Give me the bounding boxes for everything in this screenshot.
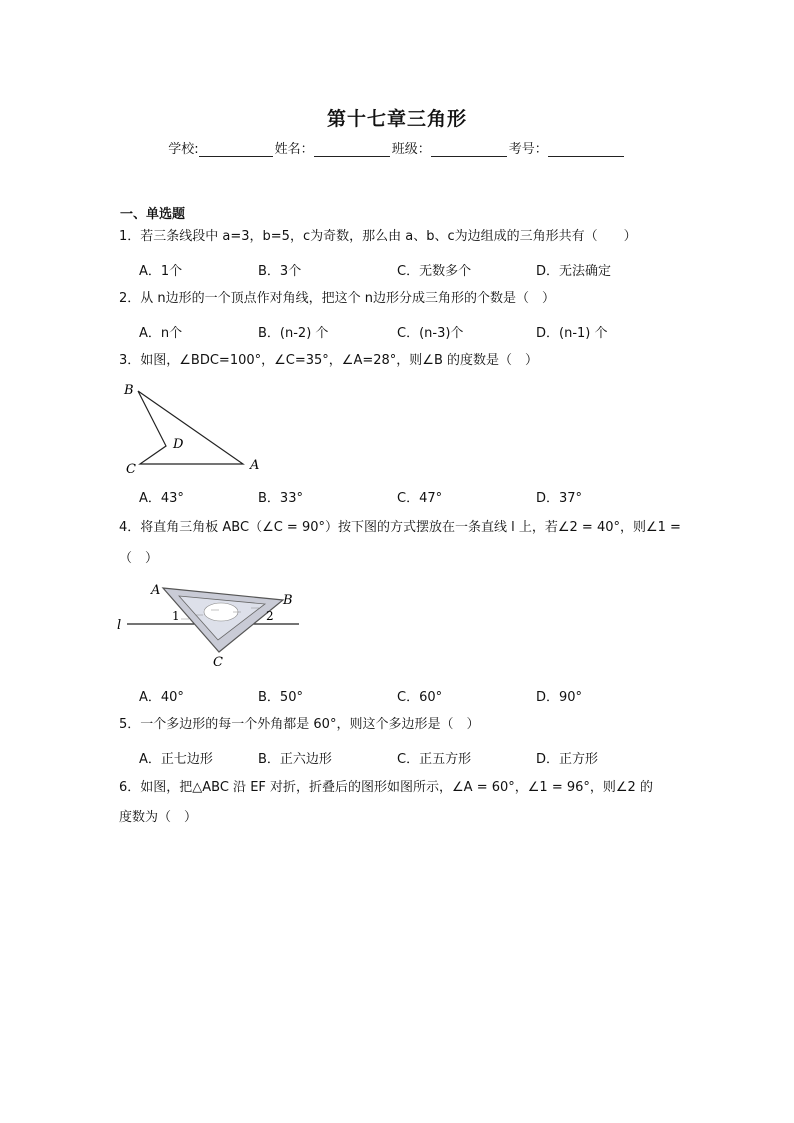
exam-number-blank[interactable] (548, 141, 624, 157)
school-field (168, 138, 274, 157)
ruler-hole (204, 603, 238, 621)
question-1-option-a[interactable]: A．1个 (139, 264, 183, 279)
question-3-figure (118, 378, 268, 478)
question-1-option-d[interactable]: D．无法确定 (536, 264, 612, 279)
label-l: l (117, 618, 122, 633)
question-4-option-c[interactable]: C．60° (397, 690, 443, 705)
exam-number-field (509, 138, 626, 157)
question-4-figure (115, 580, 305, 672)
question-2-option-d[interactable]: D．(n-1) 个 (536, 326, 608, 341)
question-5-stem: 5．一个多边形的每一个外角都是 60°，则这个多边形是（ ） (119, 717, 480, 732)
page-title: 第十七章三角形 (326, 108, 467, 130)
student-info-line (0, 138, 794, 157)
label-A: A (250, 458, 260, 473)
question-3-option-d[interactable]: D．37° (536, 491, 583, 506)
label-C: C (126, 462, 136, 477)
label-B: B (283, 593, 293, 608)
exam-number-label: 考号： (508, 142, 548, 157)
question-4-option-b[interactable]: B．50° (258, 690, 303, 705)
concave-quadrilateral-abdc (138, 391, 243, 464)
question-1-option-c[interactable]: C．无数多个 (397, 264, 472, 279)
angle-1-label: 1 (172, 609, 180, 623)
question-5-option-a[interactable]: A．正七边形 (139, 752, 213, 767)
angle-2-label: 2 (266, 609, 274, 623)
question-3-option-c[interactable]: C．47° (397, 491, 443, 506)
question-5-option-b[interactable]: B．正六边形 (258, 752, 332, 767)
question-3-option-a[interactable]: A．43° (139, 491, 184, 506)
question-2-option-a[interactable]: A．n个 (139, 326, 183, 341)
question-5-option-c[interactable]: C．正五方形 (397, 752, 472, 767)
name-field (275, 138, 392, 157)
name-blank[interactable] (314, 141, 390, 157)
label-D: D (173, 437, 184, 452)
question-1-option-b[interactable]: B．3个 (258, 264, 302, 279)
question-2-option-b[interactable]: B．(n-2) 个 (258, 326, 329, 341)
question-5-option-d[interactable]: D．正方形 (536, 752, 599, 767)
name-label: 姓名： (274, 142, 314, 157)
question-4-stem-line2: （ ） (119, 551, 159, 566)
school-blank[interactable] (199, 141, 273, 157)
question-1-stem: 1．若三条线段中 a=3，b=5，c为奇数，那么由 a、b、c为边组成的三角形共有（ ） (119, 229, 637, 244)
class-blank[interactable] (431, 141, 507, 157)
question-2-option-c[interactable]: C．(n-3)个 (397, 326, 464, 341)
label-A: A (151, 583, 161, 598)
question-6-stem-line2: 度数为（ ） (119, 810, 198, 825)
label-B: B (124, 383, 134, 398)
question-3-option-b[interactable]: B．33° (258, 491, 303, 506)
question-4-option-a[interactable]: A．40° (139, 690, 184, 705)
section-title: 一、单选题 (120, 207, 186, 222)
class-field (392, 138, 509, 157)
question-3-stem: 3．如图，∠BDC=100°，∠C=35°，∠A=28°，则∠B 的度数是（ ） (119, 353, 538, 368)
question-6-stem-line1: 6．如图，把△ABC 沿 EF 对折，折叠后的图形如图所示，∠A = 60°，∠1 = 96°，则∠2 的 (119, 780, 653, 795)
label-C: C (213, 655, 223, 670)
question-4-option-d[interactable]: D．90° (536, 690, 583, 705)
class-label: 班级： (391, 142, 431, 157)
school-label: 学校: (168, 142, 199, 157)
question-4-stem-line1: 4．将直角三角板 ABC（∠C = 90°）按下图的方式摆放在一条直线 l 上，若∠2 = 40°，则∠1 = (119, 520, 681, 535)
question-2-stem: 2．从 n边形的一个顶点作对角线，把这个 n边形分成三角形的个数是（ ） (119, 291, 556, 306)
